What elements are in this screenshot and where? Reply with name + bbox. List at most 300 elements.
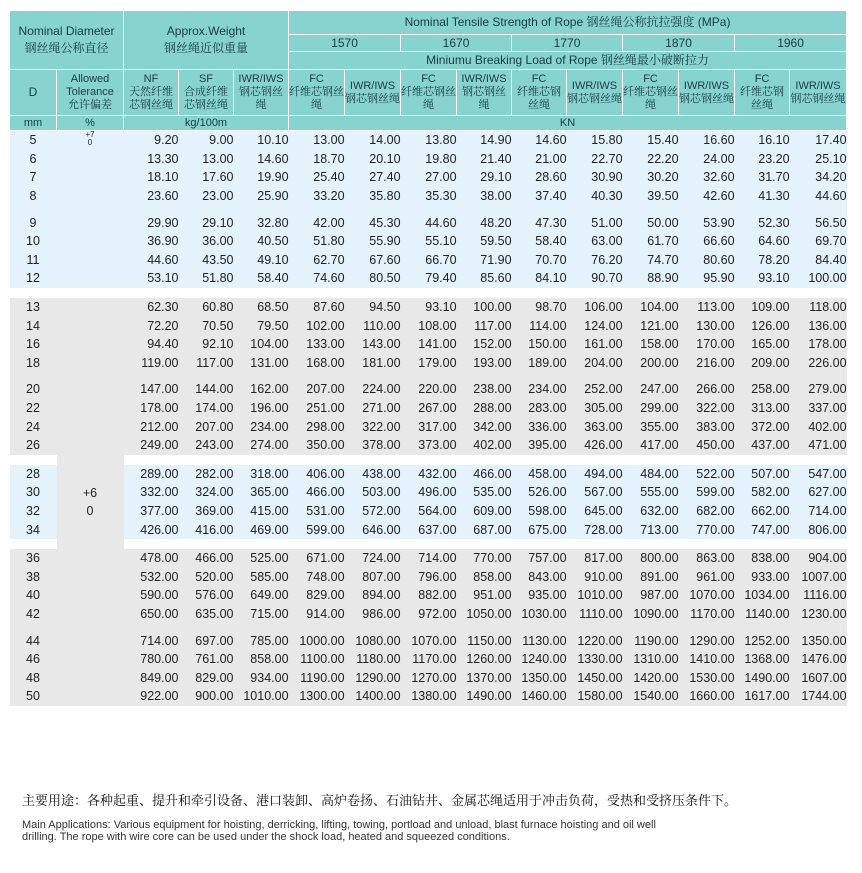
table-row (10, 549, 847, 568)
table-row (10, 605, 847, 624)
value-cell: 74.60 (289, 269, 345, 288)
value-cell: 13.80 (401, 131, 457, 150)
value-cell: 117.00 (179, 354, 234, 373)
value-cell: 369.00 (179, 502, 234, 521)
value-cell: 1380.00 (401, 687, 457, 706)
value-cell: 785.00 (234, 631, 289, 650)
col-iwr2-cn: 钢芯钢丝绳 (679, 92, 735, 105)
value-cell: 21.00 (512, 150, 567, 169)
spacer-cell (124, 623, 179, 631)
value-cell: 152.00 (457, 335, 512, 354)
spacer-cell (567, 288, 623, 298)
value-cell: 532.00 (124, 567, 179, 586)
value-cell: 1420.00 (623, 668, 679, 687)
col-iwr2-cn: 钢芯钢丝绳 (567, 92, 623, 105)
value-cell: 1140.00 (735, 605, 790, 624)
value-cell: 49.10 (234, 251, 289, 270)
value-cell: 582.00 (735, 483, 790, 502)
spacer-cell (790, 455, 847, 465)
tensile-strength-header: Nominal Tensile Strength of Rope 钢丝绳公称抗拉强度 (MPa) (289, 11, 847, 35)
table-row (10, 399, 847, 418)
row-spacer (10, 539, 847, 549)
value-cell: 336.00 (512, 417, 567, 436)
value-cell: 196.00 (234, 399, 289, 418)
tolerance-en: Allowed Tolerance (66, 73, 114, 98)
value-cell: 29.10 (179, 213, 234, 232)
value-cell: 283.00 (512, 399, 567, 418)
value-cell: 178.00 (790, 335, 847, 354)
spacer-cell (401, 623, 457, 631)
col-fc-en: FC (531, 73, 547, 85)
value-cell: 20.10 (345, 150, 401, 169)
diameter-cell: 30 (10, 483, 57, 502)
approx-weight-en: Approx.Weight (166, 24, 246, 38)
value-cell: 933.00 (735, 567, 790, 586)
value-cell: 728.00 (567, 520, 623, 539)
value-cell: 55.10 (401, 232, 457, 251)
value-cell: 1070.00 (401, 631, 457, 650)
value-cell: 63.00 (567, 232, 623, 251)
value-cell: 181.00 (345, 354, 401, 373)
value-cell: 458.00 (512, 465, 567, 484)
tolerance-cell: +6 0 (57, 298, 124, 706)
diameter-cell: 48 (10, 668, 57, 687)
value-cell: 162.00 (234, 380, 289, 399)
diameter-cell: 18 (10, 354, 57, 373)
value-cell: 28.60 (512, 168, 567, 187)
value-cell: 671.00 (289, 549, 345, 568)
table-row (10, 502, 847, 521)
value-cell: 76.20 (567, 251, 623, 270)
diameter-cell: 20 (10, 380, 57, 399)
value-cell: 168.00 (289, 354, 345, 373)
row-spacer (10, 372, 847, 380)
value-cell: 23.60 (124, 187, 179, 206)
value-cell: 79.50 (234, 316, 289, 335)
value-cell: 133.00 (289, 335, 345, 354)
diameter-cell: 26 (10, 436, 57, 455)
value-cell: 66.70 (401, 251, 457, 270)
value-cell: 48.20 (457, 213, 512, 232)
spacer-cell (735, 455, 790, 465)
col-sf (179, 70, 234, 116)
value-cell: 555.00 (623, 483, 679, 502)
value-cell: 288.00 (457, 399, 512, 418)
col-iwr2-cn: 钢芯钢丝绳 (462, 86, 507, 111)
col-fc-en: FC (309, 73, 324, 85)
value-cell: 40.50 (234, 232, 289, 251)
value-cell: 98.70 (512, 298, 567, 317)
value-cell: 9.00 (179, 131, 234, 150)
value-cell: 1540.00 (623, 687, 679, 706)
spacer-cell (679, 205, 735, 213)
value-cell: 64.60 (735, 232, 790, 251)
value-cell: 426.00 (567, 436, 623, 455)
spacer-cell (289, 539, 345, 549)
value-cell: 266.00 (679, 380, 735, 399)
value-cell: 350.00 (289, 436, 345, 455)
table-row (10, 586, 847, 605)
value-cell: 714.00 (790, 502, 847, 521)
value-cell: 961.00 (679, 567, 735, 586)
value-cell: 33.20 (289, 187, 345, 206)
notes-en: Main Applications: Various equipment for hoisting, derricking, lifting, towing, portload and unload, blast furnace hoisting and oil well drilling. The rope with wire core can be used under the shock load, heated and squeezed conditions. (22, 819, 656, 843)
unit-row (10, 116, 847, 131)
value-cell: 13.30 (124, 150, 179, 169)
value-cell: 22.70 (567, 150, 623, 169)
value-cell: 1170.00 (679, 605, 735, 624)
table-row (10, 213, 847, 232)
spacer-cell (623, 455, 679, 465)
spacer-cell (790, 372, 847, 380)
value-cell: 110.00 (345, 316, 401, 335)
value-cell: 635.00 (179, 605, 234, 624)
table-row (10, 567, 847, 586)
value-cell: 92.10 (179, 335, 234, 354)
value-cell: 1070.00 (679, 586, 735, 605)
value-cell: 150.00 (512, 335, 567, 354)
value-cell: 645.00 (567, 502, 623, 521)
col-sf-cn: 合成纤维芯钢丝绳 (184, 86, 228, 111)
value-cell: 322.00 (679, 399, 735, 418)
spacer-cell (679, 372, 735, 380)
col-iwr2-en: IWR/IWS (461, 73, 507, 85)
value-cell: 147.00 (124, 380, 179, 399)
value-cell: 564.00 (401, 502, 457, 521)
value-cell: 317.00 (401, 417, 457, 436)
col-nf-en: NF (143, 73, 159, 85)
value-cell: 383.00 (679, 417, 735, 436)
diameter-cell: 5 (10, 131, 57, 150)
value-cell: 437.00 (735, 436, 790, 455)
value-cell: 100.00 (457, 298, 512, 317)
spacer-cell (623, 539, 679, 549)
value-cell: 662.00 (735, 502, 790, 521)
value-cell: 1150.00 (457, 631, 512, 650)
value-cell: 650.00 (124, 605, 179, 624)
value-cell: 1000.00 (289, 631, 345, 650)
nominal-diameter-en: Nominal Diameter (18, 24, 115, 38)
value-cell: 520.00 (179, 567, 234, 586)
diameter-cell: 22 (10, 399, 57, 418)
value-cell: 84.40 (790, 251, 847, 270)
value-cell: 19.90 (234, 168, 289, 187)
nominal-diameter-header (10, 11, 124, 70)
value-cell: 770.00 (457, 549, 512, 568)
value-cell: 60.80 (179, 298, 234, 317)
value-cell: 251.00 (289, 399, 345, 418)
value-cell: 16.60 (679, 131, 735, 150)
value-cell: 207.00 (289, 380, 345, 399)
value-cell: 466.00 (457, 465, 512, 484)
value-cell: 95.90 (679, 269, 735, 288)
value-cell: 843.00 (512, 567, 567, 586)
value-cell: 576.00 (179, 586, 234, 605)
col-d: D (10, 70, 57, 116)
diameter-cell: 36 (10, 549, 57, 568)
value-cell: 395.00 (512, 436, 567, 455)
col-fc (401, 70, 457, 116)
spacer-cell (512, 539, 567, 549)
grade-1870: 1870 (623, 35, 735, 52)
value-cell: 1030.00 (512, 605, 567, 624)
value-cell: 714.00 (124, 631, 179, 650)
col-nf-cn: 天然纤维芯钢丝绳 (129, 86, 173, 111)
value-cell: 632.00 (623, 502, 679, 521)
value-cell: 378.00 (345, 436, 401, 455)
diameter-cell: 38 (10, 567, 57, 586)
spacer-cell (289, 372, 345, 380)
spacer-cell (790, 539, 847, 549)
value-cell: 144.00 (179, 380, 234, 399)
breaking-load-header: Miniumu Breaking Load of Rope 钢丝绳最小破断拉力 (289, 52, 847, 70)
value-cell: 94.50 (345, 298, 401, 317)
diameter-cell: 28 (10, 465, 57, 484)
value-cell: 14.00 (345, 131, 401, 150)
col-iwr2-en: IWR/IWS (349, 79, 396, 92)
value-cell: 108.00 (401, 316, 457, 335)
spacer-cell (401, 205, 457, 213)
value-cell: 71.90 (457, 251, 512, 270)
col-iwr2 (345, 70, 401, 116)
spacer-cell (401, 288, 457, 298)
value-cell: 40.30 (567, 187, 623, 206)
value-cell: 100.00 (790, 269, 847, 288)
diameter-cell: 12 (10, 269, 57, 288)
value-cell: 646.00 (345, 520, 401, 539)
col-iwr (234, 70, 289, 116)
value-cell: 9.20 (124, 131, 179, 150)
value-cell: 58.40 (234, 269, 289, 288)
spacer-cell (345, 539, 401, 549)
value-cell: 675.00 (512, 520, 567, 539)
spacer-cell (679, 288, 735, 298)
notes-cn: 主要用途：各种起重、提升和牵引设备、港口装卸、高炉卷扬、石油钻井、金属芯绳适用于冲击负荷，受热和受挤压条件下。 (22, 793, 738, 808)
value-cell: 324.00 (179, 483, 234, 502)
diameter-cell: 11 (10, 251, 57, 270)
value-cell: 780.00 (124, 650, 179, 669)
col-iwr-cn: 钢芯钢丝绳 (239, 86, 284, 111)
approx-weight-header (124, 11, 289, 70)
value-cell: 27.00 (401, 168, 457, 187)
value-cell: 109.00 (735, 298, 790, 317)
value-cell: 484.00 (623, 465, 679, 484)
value-cell: 114.00 (512, 316, 567, 335)
value-cell: 14.60 (512, 131, 567, 150)
value-cell: 247.00 (623, 380, 679, 399)
value-cell: 44.60 (790, 187, 847, 206)
value-cell: 567.00 (567, 483, 623, 502)
value-cell: 402.00 (457, 436, 512, 455)
unit-kn: KN (289, 116, 847, 131)
value-cell: 22.20 (623, 150, 679, 169)
value-cell: 42.00 (289, 213, 345, 232)
value-cell: 807.00 (345, 567, 401, 586)
value-cell: 724.00 (345, 549, 401, 568)
spacer-cell (234, 288, 289, 298)
col-iwr2 (790, 70, 847, 116)
value-cell: 88.90 (623, 269, 679, 288)
value-cell: 113.00 (679, 298, 735, 317)
value-cell: 1310.00 (623, 650, 679, 669)
diameter-cell: 42 (10, 605, 57, 624)
value-cell: 910.00 (567, 567, 623, 586)
value-cell: 800.00 (623, 549, 679, 568)
spacer-cell (457, 288, 512, 298)
value-cell: 748.00 (289, 567, 345, 586)
spacer-cell (735, 205, 790, 213)
spacer-cell (345, 455, 401, 465)
value-cell: 15.80 (567, 131, 623, 150)
value-cell: 44.60 (401, 213, 457, 232)
value-cell: 922.00 (124, 687, 179, 706)
spacer-cell (179, 623, 234, 631)
value-cell: 1050.00 (457, 605, 512, 624)
value-cell: 986.00 (345, 605, 401, 624)
value-cell: 35.80 (345, 187, 401, 206)
value-cell: 13.00 (179, 150, 234, 169)
value-cell: 817.00 (567, 549, 623, 568)
value-cell: 126.00 (735, 316, 790, 335)
spacer-cell (234, 205, 289, 213)
spacer-cell (124, 539, 179, 549)
col-iwr2-en: IWR/IWS (683, 79, 730, 92)
table-row (10, 232, 847, 251)
value-cell: 238.00 (457, 380, 512, 399)
value-cell: 1580.00 (567, 687, 623, 706)
value-cell: 25.40 (289, 168, 345, 187)
value-cell: 951.00 (457, 586, 512, 605)
spacer-cell (679, 455, 735, 465)
col-iwr2 (567, 70, 623, 116)
value-cell: 1220.00 (567, 631, 623, 650)
value-cell: 373.00 (401, 436, 457, 455)
value-cell: 85.60 (457, 269, 512, 288)
value-cell: 161.00 (567, 335, 623, 354)
grade-1570: 1570 (289, 35, 401, 52)
value-cell: 1090.00 (623, 605, 679, 624)
value-cell: 1400.00 (345, 687, 401, 706)
spacer-cell (679, 623, 735, 631)
spacer-cell (345, 288, 401, 298)
value-cell: 1617.00 (735, 687, 790, 706)
spacer-cell (401, 455, 457, 465)
value-cell: 21.40 (457, 150, 512, 169)
value-cell: 282.00 (179, 465, 234, 484)
diameter-cell: 8 (10, 187, 57, 206)
value-cell: 23.00 (179, 187, 234, 206)
value-cell: 38.00 (457, 187, 512, 206)
value-cell: 796.00 (401, 567, 457, 586)
diameter-cell: 7 (10, 168, 57, 187)
value-cell: 891.00 (623, 567, 679, 586)
value-cell: 47.30 (512, 213, 567, 232)
unit-weight: kg/100m (124, 116, 289, 131)
value-cell: 806.00 (790, 520, 847, 539)
grade-1960: 1960 (735, 35, 847, 52)
col-iwr2 (679, 70, 735, 116)
value-cell: 178.00 (124, 399, 179, 418)
value-cell: 298.00 (289, 417, 345, 436)
value-cell: 29.10 (457, 168, 512, 187)
spacer-cell (401, 372, 457, 380)
value-cell: 193.00 (457, 354, 512, 373)
value-cell: 16.10 (735, 131, 790, 150)
spacer-cell (735, 623, 790, 631)
spacer-cell (179, 288, 234, 298)
value-cell: 37.40 (512, 187, 567, 206)
table-row (10, 631, 847, 650)
col-fc-cn: 纤维芯钢丝绳 (517, 86, 562, 111)
nominal-diameter-cn: 钢丝绳公称直径 (24, 41, 109, 55)
col-fc (623, 70, 679, 116)
value-cell: 50.00 (623, 213, 679, 232)
value-cell: 1490.00 (457, 687, 512, 706)
value-cell: 80.50 (345, 269, 401, 288)
value-cell: 627.00 (790, 483, 847, 502)
value-cell: 62.70 (289, 251, 345, 270)
value-cell: 415.00 (234, 502, 289, 521)
value-cell: 377.00 (124, 502, 179, 521)
value-cell: 30.20 (623, 168, 679, 187)
value-cell: 174.00 (179, 399, 234, 418)
col-nf (124, 70, 179, 116)
value-cell: 900.00 (179, 687, 234, 706)
value-cell: 747.00 (735, 520, 790, 539)
value-cell: 200.00 (623, 354, 679, 373)
spacer-cell (735, 539, 790, 549)
value-cell: 51.80 (289, 232, 345, 251)
value-cell: 243.00 (179, 436, 234, 455)
value-cell: 18.10 (124, 168, 179, 187)
value-cell: 34.20 (790, 168, 847, 187)
spacer-cell (124, 372, 179, 380)
spacer-cell (234, 623, 289, 631)
col-fc-cn: 纤维芯钢丝绳 (623, 86, 679, 111)
value-cell: 80.60 (679, 251, 735, 270)
diameter-cell: 50 (10, 687, 57, 706)
col-tolerance (57, 70, 124, 116)
spacer-cell (567, 623, 623, 631)
value-cell: 757.00 (512, 549, 567, 568)
value-cell: 220.00 (401, 380, 457, 399)
col-iwr-en: IWR/IWS (238, 73, 284, 85)
col-fc-en: FC (754, 73, 770, 85)
value-cell: 1744.00 (790, 687, 847, 706)
value-cell: 1530.00 (679, 668, 735, 687)
value-cell: 59.50 (457, 232, 512, 251)
value-cell: 829.00 (179, 668, 234, 687)
value-cell: 30.90 (567, 168, 623, 187)
value-cell: 23.20 (735, 150, 790, 169)
value-cell: 687.00 (457, 520, 512, 539)
value-cell: 496.00 (401, 483, 457, 502)
table-row (10, 354, 847, 373)
value-cell: 1330.00 (567, 650, 623, 669)
value-cell: 1116.00 (790, 586, 847, 605)
value-cell: 1450.00 (567, 668, 623, 687)
table-row (10, 168, 847, 187)
value-cell: 1476.00 (790, 650, 847, 669)
row-spacer (10, 288, 847, 298)
value-cell: 1350.00 (790, 631, 847, 650)
spacer-cell (179, 205, 234, 213)
value-cell: 355.00 (623, 417, 679, 436)
unit-pct: % (57, 116, 124, 131)
notes (22, 790, 842, 843)
value-cell: 417.00 (623, 436, 679, 455)
spacer-cell (623, 205, 679, 213)
